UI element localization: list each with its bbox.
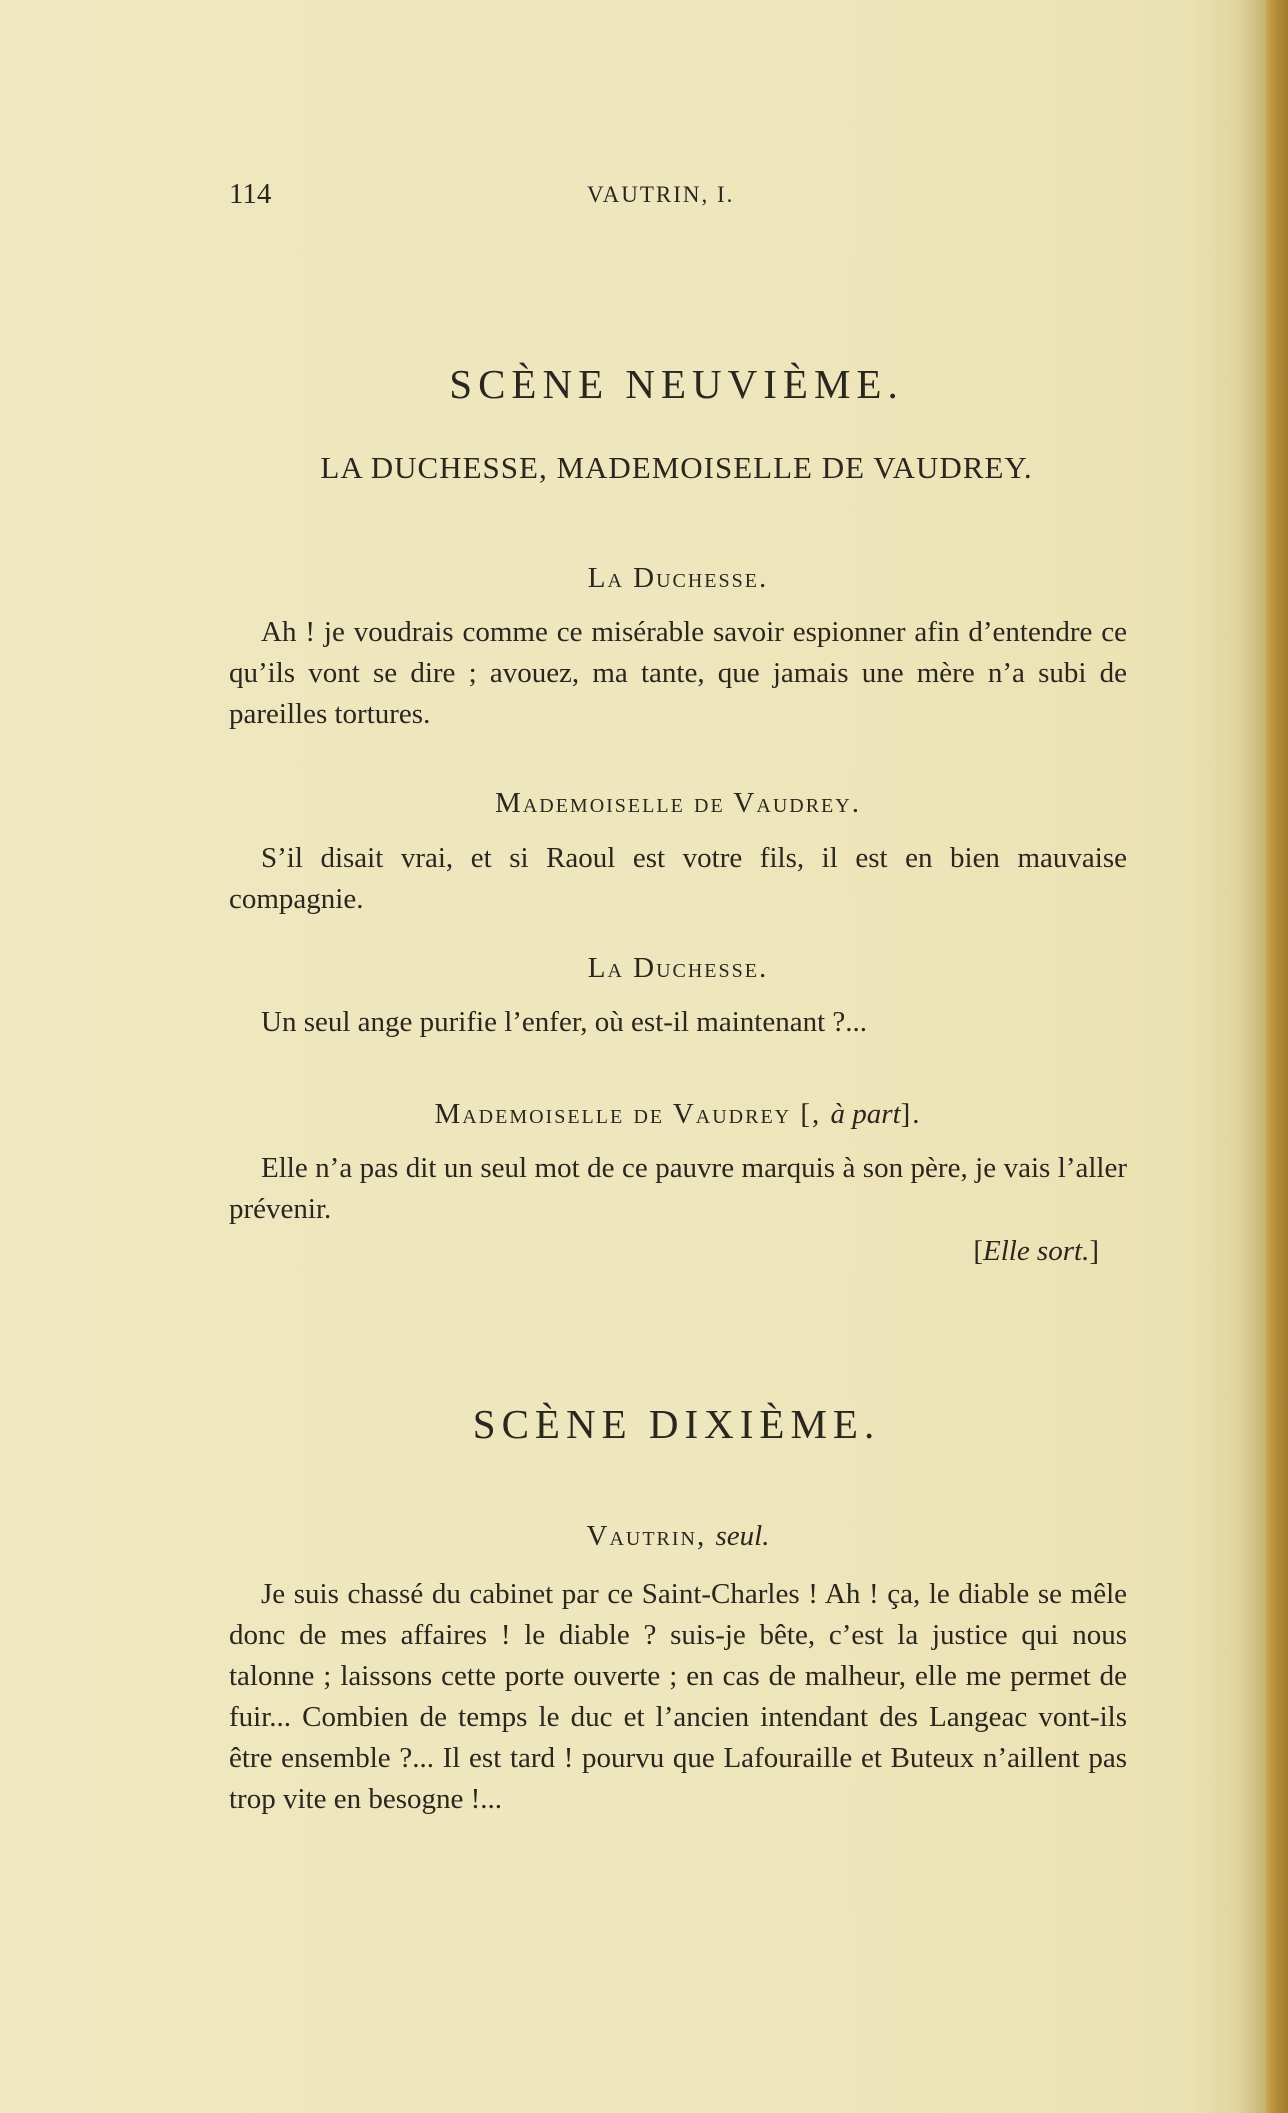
scene-9-title: SCÈNE NEUVIÈME.	[449, 361, 904, 407]
speech-text: S’il disait vrai, et si Raoul est votre fils, il est en bien mauvaise compagnie.	[229, 842, 1127, 915]
page-header	[229, 178, 1127, 218]
scene-10-title: SCÈNE DIXIÈME.	[472, 1401, 881, 1447]
stage-direction-exit	[229, 1235, 1099, 1268]
speaker-name: Mademoiselle de Vaudrey.	[495, 787, 861, 819]
speaker-name: Mademoiselle de Vaudrey	[434, 1098, 792, 1130]
aside-bracket-close: ].	[900, 1098, 922, 1130]
speech-text: Un seul ange purifie l’enfer, où est-il maintenant ?...	[261, 1006, 868, 1038]
speaker-note: seul.	[715, 1520, 770, 1552]
exit-bracket-close: ]	[1089, 1235, 1099, 1267]
aside-bracket-open: [,	[791, 1098, 831, 1130]
page-edge-shadow	[1236, 0, 1266, 2113]
scene-9-characters: LA DUCHESSE, MADEMOISELLE DE VAUDREY.	[320, 450, 1033, 485]
exit-bracket-open: [	[973, 1235, 983, 1267]
page-number: 114	[229, 178, 272, 210]
book-edge	[1266, 0, 1288, 2113]
aside-note: à part	[830, 1098, 901, 1130]
speaker-name: La Duchesse.	[587, 562, 769, 594]
speaker-with-note	[229, 1520, 1127, 1553]
speaker-name: Vautrin,	[586, 1520, 707, 1552]
speech-text: Je suis chassé du cabinet par ce Saint-Charles ! Ah ! ça, le diable se mêle donc de mes affaires ! le diable ? suis-je bête, c’est la justice qui nous talonne ; laissons cette porte ouverte ; en cas de malheur, elle me permet de fuir... Combien de temps le duc et l’ancien intendant des Langeac vont-ils être ensemble ?... Il est tard ! pourvu que Lafouraille et Buteux n’aillent pas trop vite en besogne !...	[229, 1578, 1127, 1815]
speaker-name: La Duchesse.	[587, 952, 769, 984]
speech-text: Elle n’a pas dit un seul mot de ce pauvre marquis à son père, je vais l’aller prévenir.	[229, 1152, 1127, 1225]
running-head: VAUTRIN, I.	[587, 182, 735, 207]
speech-text: Ah ! je voudrais comme ce misérable savoir espionner afin d’entendre ce qu’ils vont se dire ; avouez, ma tante, que jamais une mère n’a subi de pareilles tortures.	[229, 616, 1127, 730]
speaker-with-aside	[229, 1098, 1127, 1131]
exit-text: Elle sort.	[982, 1235, 1090, 1267]
